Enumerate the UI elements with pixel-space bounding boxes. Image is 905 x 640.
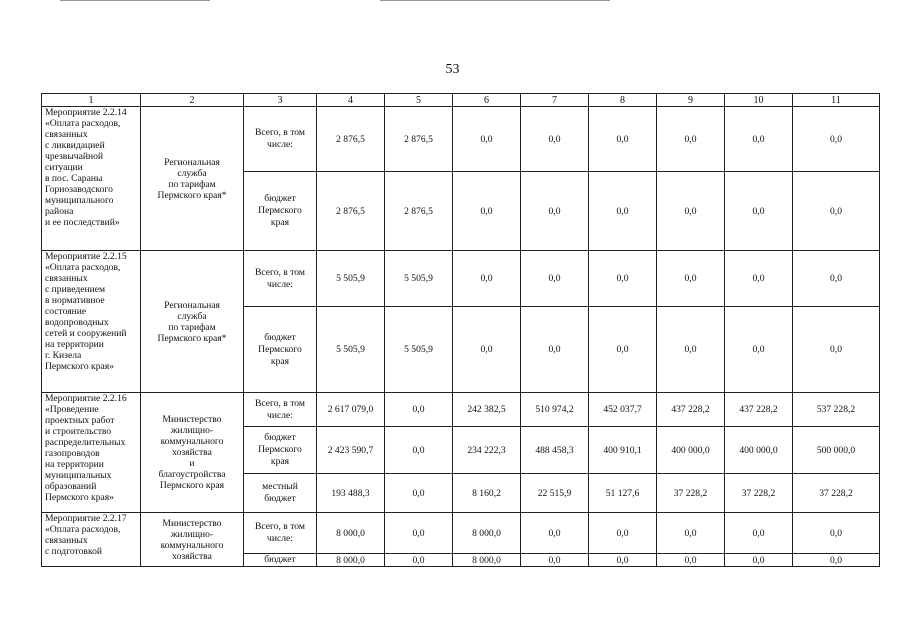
amount-cell: 437 228,2 bbox=[657, 393, 725, 427]
page-number: 53 bbox=[445, 62, 460, 77]
column-header: 10 bbox=[725, 94, 793, 107]
amount-cell: 437 228,2 bbox=[725, 393, 793, 427]
amount-cell: 0,0 bbox=[657, 307, 725, 393]
amount-cell: 5 505,9 bbox=[317, 251, 385, 307]
amount-cell: 0,0 bbox=[793, 107, 880, 172]
amount-cell: 37 228,2 bbox=[657, 474, 725, 513]
measure-name: Мероприятие 2.2.15 «Оплата расходов, связанных с приведением в нормативное состояние водопроводных сетей и сооружений на территории г. Кизела Пермского края» bbox=[42, 251, 141, 393]
budget-table bbox=[41, 93, 880, 567]
amount-cell: 0,0 bbox=[521, 107, 589, 172]
funding-source-cell: бюджет Пермского края bbox=[244, 427, 317, 474]
amount-cell: 452 037,7 bbox=[589, 393, 657, 427]
amount-cell: 0,0 bbox=[793, 251, 880, 307]
amount-cell: 0,0 bbox=[453, 172, 521, 251]
amount-cell: 2 876,5 bbox=[317, 172, 385, 251]
funding-source-cell: Всего, в том числе: bbox=[244, 513, 317, 554]
amount-cell: 0,0 bbox=[657, 172, 725, 251]
amount-cell: 0,0 bbox=[725, 307, 793, 393]
executor-cell: Министерство жилищно- коммунального хозяйства и благоустройства Пермского края bbox=[141, 393, 244, 513]
amount-cell: 37 228,2 bbox=[725, 474, 793, 513]
amount-cell: 400 910,1 bbox=[589, 427, 657, 474]
amount-cell: 22 515,9 bbox=[521, 474, 589, 513]
amount-cell: 400 000,0 bbox=[725, 427, 793, 474]
amount-cell: 0,0 bbox=[589, 554, 657, 567]
amount-cell: 537 228,2 bbox=[793, 393, 880, 427]
amount-cell: 0,0 bbox=[725, 513, 793, 554]
column-header: 11 bbox=[793, 94, 880, 107]
column-header: 5 bbox=[385, 94, 453, 107]
measure-name: Мероприятие 2.2.16 «Проведение проектных работ и строительство распределительных газопроводов на территории муниципальных образований Пермского края» bbox=[42, 393, 141, 513]
column-header: 1 bbox=[42, 94, 141, 107]
funding-source-cell: Всего, в том числе: bbox=[244, 251, 317, 307]
amount-cell: 0,0 bbox=[657, 107, 725, 172]
amount-cell: 0,0 bbox=[385, 427, 453, 474]
column-header: 9 bbox=[657, 94, 725, 107]
top-edge-line bbox=[60, 0, 210, 1]
amount-cell: 0,0 bbox=[793, 513, 880, 554]
amount-cell: 0,0 bbox=[589, 107, 657, 172]
amount-cell: 0,0 bbox=[793, 307, 880, 393]
amount-cell: 2 876,5 bbox=[317, 107, 385, 172]
column-header: 7 bbox=[521, 94, 589, 107]
amount-cell: 193 488,3 bbox=[317, 474, 385, 513]
table-row bbox=[42, 107, 880, 172]
column-header: 3 bbox=[244, 94, 317, 107]
amount-cell: 0,0 bbox=[793, 554, 880, 567]
top-edge-line bbox=[380, 0, 610, 1]
measure-name: Мероприятие 2.2.14 «Оплата расходов, связанных с ликвидацией чрезвычайной ситуации в пос. Сараны Горнозаводского муниципального района и ее последствий» bbox=[42, 107, 141, 251]
amount-cell: 0,0 bbox=[589, 172, 657, 251]
amount-cell: 0,0 bbox=[725, 251, 793, 307]
column-header: 8 bbox=[589, 94, 657, 107]
amount-cell: 5 505,9 bbox=[385, 307, 453, 393]
amount-cell: 0,0 bbox=[521, 251, 589, 307]
amount-cell: 400 000,0 bbox=[657, 427, 725, 474]
amount-cell: 0,0 bbox=[657, 513, 725, 554]
amount-cell: 2 423 590,7 bbox=[317, 427, 385, 474]
amount-cell: 488 458,3 bbox=[521, 427, 589, 474]
amount-cell: 0,0 bbox=[521, 513, 589, 554]
amount-cell: 0,0 bbox=[385, 554, 453, 567]
amount-cell: 51 127,6 bbox=[589, 474, 657, 513]
amount-cell: 0,0 bbox=[453, 307, 521, 393]
amount-cell: 0,0 bbox=[657, 554, 725, 567]
table-row bbox=[42, 251, 880, 307]
amount-cell: 2 876,5 bbox=[385, 172, 453, 251]
amount-cell: 8 000,0 bbox=[317, 513, 385, 554]
amount-cell: 2 876,5 bbox=[385, 107, 453, 172]
amount-cell: 2 617 079,0 bbox=[317, 393, 385, 427]
amount-cell: 8 160,2 bbox=[453, 474, 521, 513]
amount-cell: 0,0 bbox=[725, 554, 793, 567]
funding-source-cell: бюджет Пермского края bbox=[244, 307, 317, 393]
executor-cell: Министерство жилищно- коммунального хозяйства bbox=[141, 513, 244, 567]
amount-cell: 0,0 bbox=[521, 307, 589, 393]
amount-cell: 0,0 bbox=[793, 172, 880, 251]
column-header: 6 bbox=[453, 94, 521, 107]
amount-cell: 37 228,2 bbox=[793, 474, 880, 513]
amount-cell: 8 000,0 bbox=[453, 554, 521, 567]
amount-cell: 0,0 bbox=[589, 513, 657, 554]
amount-cell: 242 382,5 bbox=[453, 393, 521, 427]
funding-source-cell: Всего, в том числе: bbox=[244, 393, 317, 427]
funding-source-cell: бюджет Пермского края bbox=[244, 172, 317, 251]
amount-cell: 0,0 bbox=[453, 107, 521, 172]
table-row bbox=[42, 513, 880, 554]
header-row bbox=[42, 94, 880, 107]
column-header: 4 bbox=[317, 94, 385, 107]
amount-cell: 8 000,0 bbox=[317, 554, 385, 567]
amount-cell: 5 505,9 bbox=[317, 307, 385, 393]
amount-cell: 0,0 bbox=[725, 172, 793, 251]
amount-cell: 0,0 bbox=[385, 474, 453, 513]
amount-cell: 0,0 bbox=[725, 107, 793, 172]
executor-cell: Региональная служба по тарифам Пермского края* bbox=[141, 107, 244, 251]
amount-cell: 0,0 bbox=[385, 513, 453, 554]
amount-cell: 5 505,9 bbox=[385, 251, 453, 307]
amount-cell: 8 000,0 bbox=[453, 513, 521, 554]
amount-cell: 0,0 bbox=[385, 393, 453, 427]
amount-cell: 0,0 bbox=[589, 251, 657, 307]
funding-source-cell: местный бюджет bbox=[244, 474, 317, 513]
amount-cell: 234 222,3 bbox=[453, 427, 521, 474]
amount-cell: 0,0 bbox=[453, 251, 521, 307]
funding-source-cell: бюджет bbox=[244, 554, 317, 567]
column-header: 2 bbox=[141, 94, 244, 107]
amount-cell: 500 000,0 bbox=[793, 427, 880, 474]
executor-cell: Региональная служба по тарифам Пермского края* bbox=[141, 251, 244, 393]
amount-cell: 0,0 bbox=[521, 554, 589, 567]
amount-cell: 0,0 bbox=[589, 307, 657, 393]
measure-name: Мероприятие 2.2.17 «Оплата расходов, связанных с подготовкой bbox=[42, 513, 141, 567]
amount-cell: 0,0 bbox=[521, 172, 589, 251]
table-row bbox=[42, 393, 880, 427]
amount-cell: 0,0 bbox=[657, 251, 725, 307]
funding-source-cell: Всего, в том числе: bbox=[244, 107, 317, 172]
amount-cell: 510 974,2 bbox=[521, 393, 589, 427]
